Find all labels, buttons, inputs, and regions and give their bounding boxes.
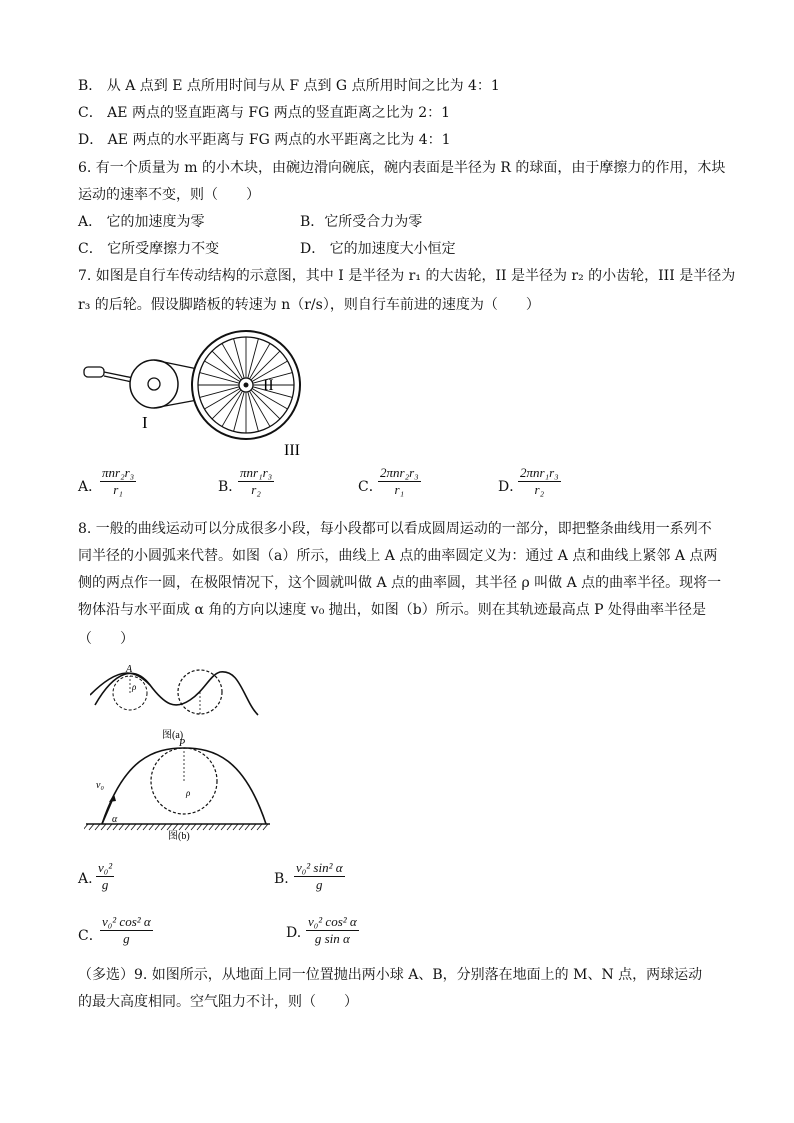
q9-stem-line1: （多选）9. 如图所示，从地面上同一位置抛出两小球 A、B，分别落在地面上的 M、N 点，两球运动 xyxy=(78,967,703,983)
q8-option-d-numerator: v₀² cos² α xyxy=(308,914,357,929)
ground-hatch xyxy=(185,824,190,830)
wavy-curve xyxy=(95,672,258,715)
caption-figure-a: 图(a) xyxy=(162,730,184,741)
label-p-point: P xyxy=(179,738,186,749)
q8-stem-line1: 8. 一般的曲线运动可以分成很多小段，每小段都可以看成圆周运动的一部分，即把整条曲线用一系列不 xyxy=(78,521,712,537)
ground-hatch xyxy=(137,824,142,830)
q7-option-c-formula xyxy=(378,465,421,498)
q8-option-b-letter: B. xyxy=(274,871,289,887)
q7-option-d-letter: D． xyxy=(498,479,524,495)
ground-hatch xyxy=(203,824,208,830)
q8-stem-line3: 侧的两点作一圆，在极限情况下，这个圆就叫做 A 点的曲率圆，其半径 ρ 叫做 A 点的曲率半径。现将一 xyxy=(78,575,722,591)
ground-hatch xyxy=(179,824,184,830)
ground-hatch xyxy=(125,824,130,830)
q8-option-c-denominator: g xyxy=(123,931,130,946)
ground-hatch xyxy=(161,824,166,830)
q8-option-a-numerator: v₀² xyxy=(98,860,113,875)
ground-hatch xyxy=(257,824,262,830)
q7-option-a-denominator: r₁ xyxy=(113,482,123,497)
q8-option-c-numerator: v₀² cos² α xyxy=(102,914,151,929)
q6-option-a: A． 它的加速度为零 xyxy=(78,214,205,230)
ground-hatch xyxy=(95,824,100,830)
rear-wheel-icon xyxy=(192,331,300,439)
ground-hatch xyxy=(155,824,160,830)
q7-option-c-letter: C． xyxy=(358,479,383,495)
label-iii: III xyxy=(284,442,300,459)
q9-stem-line2: 的最大高度相同。空气阻力不计，则（ ） xyxy=(78,994,358,1010)
ground-hatch xyxy=(215,824,220,830)
curvature-figure-a xyxy=(90,660,260,744)
q7-option-b-numerator: πnr₁r₃ xyxy=(240,465,273,480)
q7-stem-line2: r₃ 的后轮。假设脚踏板的转速为 n（r/s），则自行车前进的速度为（ ） xyxy=(78,297,540,313)
pedal-icon xyxy=(84,367,104,377)
q7-option-d-formula xyxy=(518,465,561,498)
q6-option-b: B．它所受合力为零 xyxy=(300,214,423,230)
q7-option-d-numerator: 2πnr₁r₃ xyxy=(520,465,559,480)
q8-stem-line4: 物体沿与水平面成 α 角的方向以速度 v₀ 抛出，如图（b）所示。则在其轨迹最高点 P 处得曲率半径是 xyxy=(78,602,707,618)
bicycle-transmission-figure xyxy=(80,328,320,460)
label-alpha: α xyxy=(112,814,118,825)
label-a-point: A xyxy=(126,664,133,675)
ground-hatch xyxy=(119,824,124,830)
ground-hatch xyxy=(84,824,88,830)
q7-option-d-denominator: r₂ xyxy=(534,482,545,497)
q5-option-b: B． 从 A 点到 E 点所用时间与从 F 点到 G 点所用时间之比为 4：1 xyxy=(78,78,500,94)
q8-option-b-numerator: v₀² sin² α xyxy=(296,860,343,875)
ground-hatch xyxy=(149,824,154,830)
q8-option-c-formula xyxy=(100,914,153,947)
q6-option-d: D． 它的加速度大小恒定 xyxy=(300,241,456,257)
q6-stem-line2: 运动的速率不变，则（ ） xyxy=(78,187,260,203)
q8-option-d-denominator: g sin α xyxy=(314,931,350,946)
q8-option-d-formula xyxy=(306,914,359,947)
ground-hatch xyxy=(263,824,268,830)
ground-hatch xyxy=(101,824,106,830)
q8-stem-line5: （ ） xyxy=(78,631,134,647)
q8-option-a-formula xyxy=(96,860,114,893)
q8-stem-line2: 同半径的小圆弧来代替。如图（a）所示，曲线上 A 点的曲率圆定义为：通过 A 点和曲线上紧邻 A 点两 xyxy=(78,548,718,564)
ground-hatch xyxy=(251,824,256,830)
ground-hatch xyxy=(227,824,232,830)
ground-hatch xyxy=(197,824,202,830)
label-rho-b: ρ xyxy=(186,788,191,798)
ground-hatch xyxy=(191,824,196,830)
ground-hatch xyxy=(245,824,250,830)
q8-option-c-letter: C． xyxy=(78,928,103,944)
ground-hatch xyxy=(143,824,148,830)
q7-option-b-letter: B． xyxy=(218,479,243,495)
q8-option-a-denominator: g xyxy=(101,877,109,892)
q7-option-a-formula xyxy=(100,465,136,498)
q7-option-b-denominator: r₂ xyxy=(251,482,261,497)
label-rho-a: ρ xyxy=(132,682,137,692)
q5-option-d: D． AE 两点的水平距离与 FG 两点的水平距离之比为 4：1 xyxy=(78,132,451,148)
q8-option-b-formula xyxy=(294,860,345,893)
caption-figure-b: 图(b) xyxy=(168,831,190,842)
label-v0: v₀ xyxy=(96,780,104,791)
q7-option-a-letter: A． xyxy=(78,479,103,495)
ground-hatch xyxy=(131,824,136,830)
ground-hatch xyxy=(221,824,226,830)
q6-option-c: C． 它所受摩擦力不变 xyxy=(78,241,220,257)
q7-option-b-formula xyxy=(238,465,274,498)
ground-hatch xyxy=(173,824,178,830)
q5-option-c: C． AE 两点的竖直距离与 FG 两点的竖直距离之比为 2：1 xyxy=(78,105,451,121)
ground-hatch xyxy=(89,824,94,830)
label-i: I xyxy=(142,413,148,432)
q6-stem-line1: 6. 有一个质量为 m 的小木块，由碗边滑向碗底，碗内表面是半径为 R 的球面，由于摩擦力的作用，木块 xyxy=(78,160,726,176)
label-ii: II xyxy=(263,377,274,394)
q8-option-d-letter: D. xyxy=(286,925,302,941)
q8-option-a-letter: A. xyxy=(78,871,93,887)
ground-hatch xyxy=(209,824,214,830)
q7-option-a-numerator: πnr₂r₃ xyxy=(102,465,135,480)
q7-option-c-denominator: r₁ xyxy=(394,482,405,497)
projectile-figure-b xyxy=(84,738,274,842)
ground-hatch xyxy=(233,824,238,830)
q7-option-c-numerator: 2πnr₂r₃ xyxy=(380,465,419,480)
q7-stem-line1: 7. 如图是自行车传动结构的示意图，其中 I 是半径为 r₁ 的大齿轮，II 是半径为 r₂ 的小齿轮，III 是半径为 xyxy=(78,268,736,284)
ground-hatch xyxy=(167,824,172,830)
ground-hatch xyxy=(239,824,244,830)
q8-option-b-denominator: g xyxy=(316,877,323,892)
